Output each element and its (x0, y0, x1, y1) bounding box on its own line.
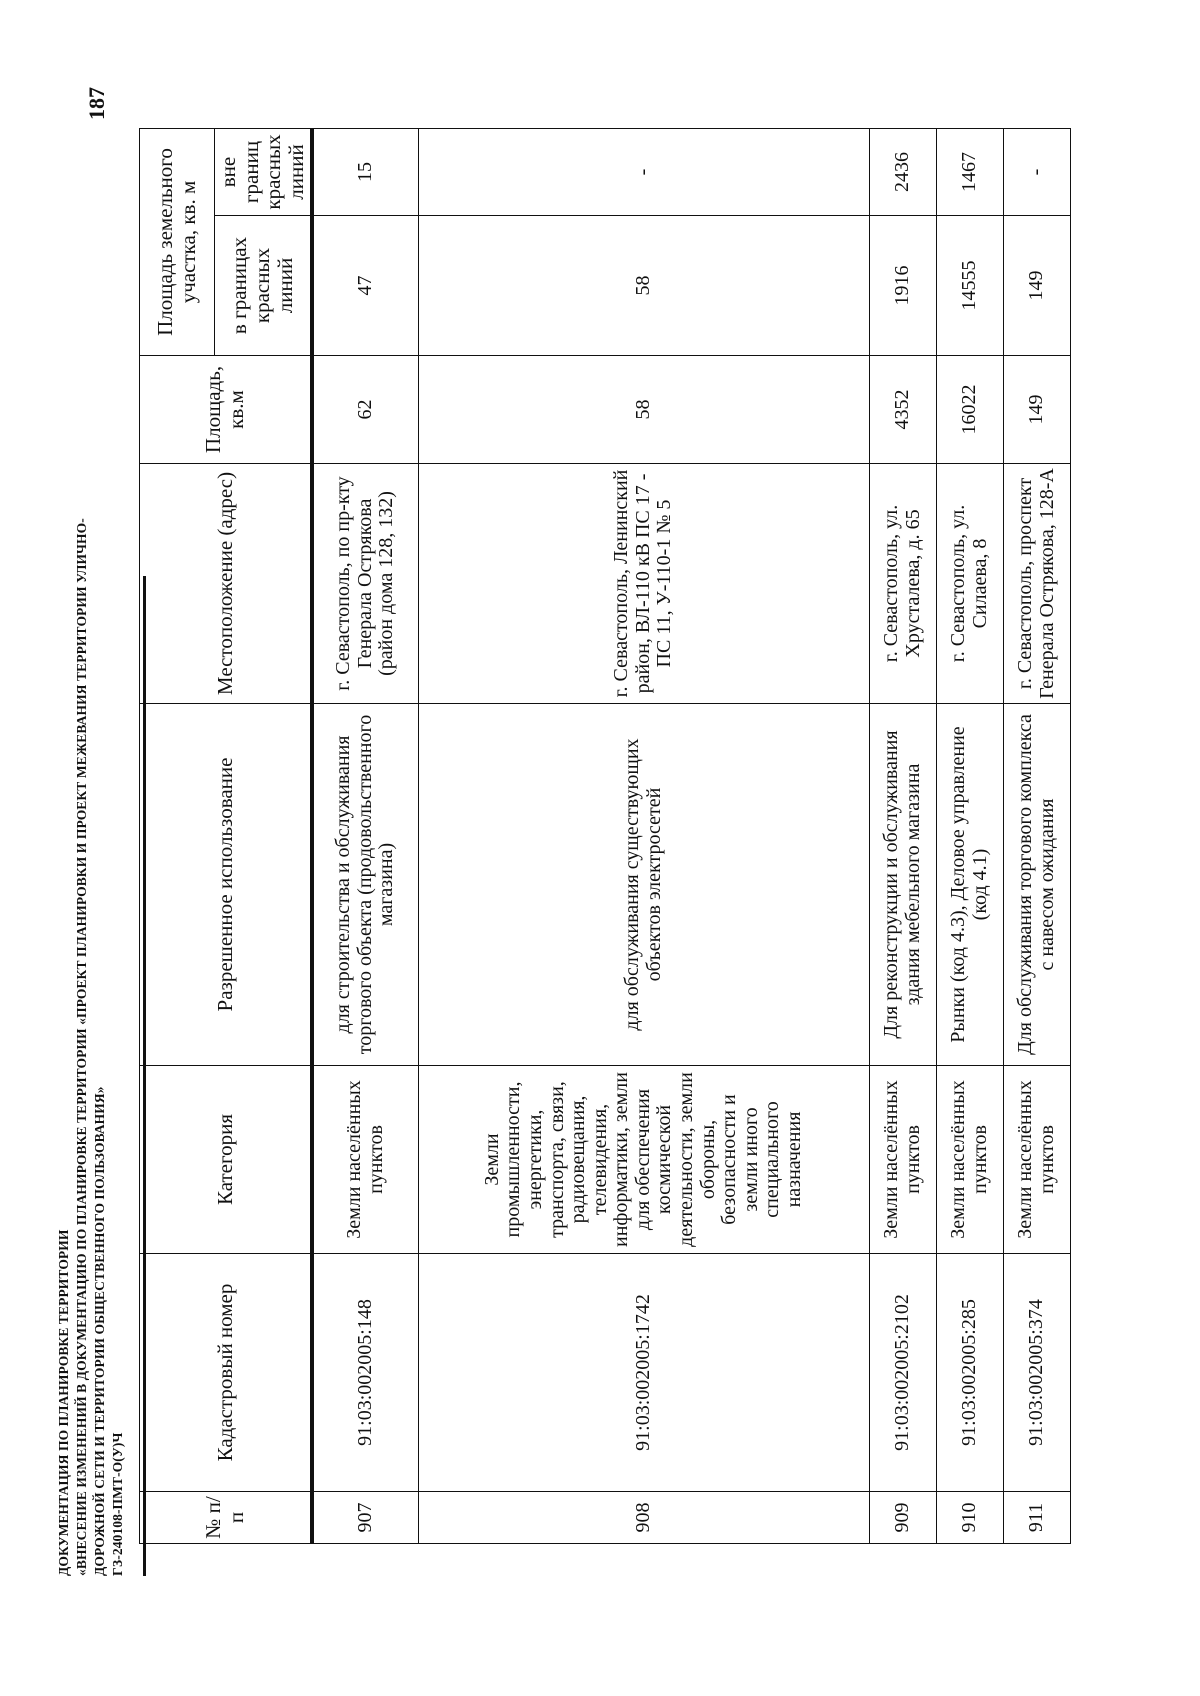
page-number: 187 (84, 87, 109, 120)
cell-num: 908 (418, 1492, 869, 1544)
header-location: Местоположение (адрес) (140, 464, 312, 704)
cell-category: Земли населённых пунктов (1003, 1066, 1070, 1254)
cell-location: г. Севастополь, Ленинский район, ВЛ-110 кВ ПС 17 - ПС 11, У-110-1 № 5 (418, 464, 869, 704)
cell-inside: 47 (312, 216, 419, 356)
cell-area: 16022 (936, 356, 1003, 464)
cell-outside: - (418, 128, 869, 215)
header-cadastral: Кадастровый номер (140, 1254, 312, 1492)
header-area: Площадь, кв.м (140, 356, 312, 464)
header-num: № п/п (140, 1492, 312, 1544)
cell-outside: 15 (312, 128, 419, 215)
doc-header-line-3: ДОРОЖНОЙ СЕТИ И ТЕРРИТОРИИ ОБЩЕСТВЕННОГО ПОЛЬЗОВАНИЯ» (92, 1086, 107, 1576)
header-category: Категория (140, 1066, 312, 1254)
land-plots-table (139, 128, 1071, 1544)
table-row (1003, 128, 1070, 1543)
cell-area: 4352 (869, 356, 936, 464)
cell-usage: Рынки (код 4.3), Деловое управление (код 4.1) (936, 704, 1003, 1066)
cell-usage: для строительства и обслуживания торгового объекта (продовольственного магазина) (312, 704, 419, 1066)
cell-location: г. Севастополь, по пр-кту Генерала Острякова (район дома 128, 132) (312, 464, 419, 704)
cell-location: г. Севастополь, ул. Силаева, 8 (936, 464, 1003, 704)
cell-category: Земли населённых пунктов (312, 1066, 419, 1254)
header-inside-red-lines: в границах красных линий (215, 216, 312, 356)
cell-num: 910 (936, 1492, 1003, 1544)
cell-usage: для обслуживания существующих объектов электросетей (418, 704, 869, 1066)
cell-cadastral: 91:03:002005:1742 (418, 1254, 869, 1492)
cell-num: 909 (869, 1492, 936, 1544)
cell-location: г. Севастополь, проспект Генерала Острякова, 128-А (1003, 464, 1070, 704)
cell-inside: 1916 (869, 216, 936, 356)
header-outside-red-lines: вне границ красных линий (215, 128, 312, 215)
cell-category: Земли населённых пунктов (869, 1066, 936, 1254)
cell-usage: Для обслуживания торгового комплекса с навесом ожидания (1003, 704, 1070, 1066)
cell-category: Земли промышленности, энергетики, транспорта, связи, радиовещания, телевидения, информатики, земли для обеспечения космической деятельности, земли обороны, безопасности и земли иного специального назначения (418, 1066, 869, 1254)
cell-num: 907 (312, 1492, 419, 1544)
doc-header-line-1: ДОКУМЕНТАЦИЯ ПО ПЛАНИРОВКЕ ТЕРРИТОРИИ (56, 1229, 71, 1576)
doc-code: ГЗ-240108-ПМТ-О(У)Ч (110, 1432, 125, 1576)
cell-inside: 149 (1003, 216, 1070, 356)
cell-location: г. Севастополь, ул. Хрусталева, д. 65 (869, 464, 936, 704)
cell-cadastral: 91:03:002005:2102 (869, 1254, 936, 1492)
doc-header-line-2: «ВНЕСЕНИЕ ИЗМЕНЕНИЙ В ДОКУМЕНТАЦИЮ ПО ПЛАНИРОВКЕ ТЕРРИТОРИИ «ПРОЕКТ ПЛАНИРОВКИ И ПРОЕКТ МЕЖЕВАНИЯ ТЕРРИТОРИИ УЛИЧНО- (74, 518, 89, 1576)
header-usage: Разрешенное использование (140, 704, 312, 1066)
cell-inside: 14555 (936, 216, 1003, 356)
cell-area: 62 (312, 356, 419, 464)
cell-usage: Для реконструкции и обслуживания здания мебельного магазина (869, 704, 936, 1066)
table-row (869, 128, 936, 1543)
cell-inside: 58 (418, 216, 869, 356)
table-row (312, 128, 419, 1543)
cell-outside: - (1003, 128, 1070, 215)
header-plot-area: Площадь земельного участка, кв. м (140, 128, 215, 355)
cell-cadastral: 91:03:002005:285 (936, 1254, 1003, 1492)
cell-num: 911 (1003, 1492, 1070, 1544)
cell-outside: 2436 (869, 128, 936, 215)
table-row (418, 128, 869, 1543)
table-row (936, 128, 1003, 1543)
cell-category: Земли населённых пунктов (936, 1066, 1003, 1254)
cell-cadastral: 91:03:002005:374 (1003, 1254, 1070, 1492)
cell-area: 58 (418, 356, 869, 464)
cell-cadastral: 91:03:002005:148 (312, 1254, 419, 1492)
cell-outside: 1467 (936, 128, 1003, 215)
cell-area: 149 (1003, 356, 1070, 464)
